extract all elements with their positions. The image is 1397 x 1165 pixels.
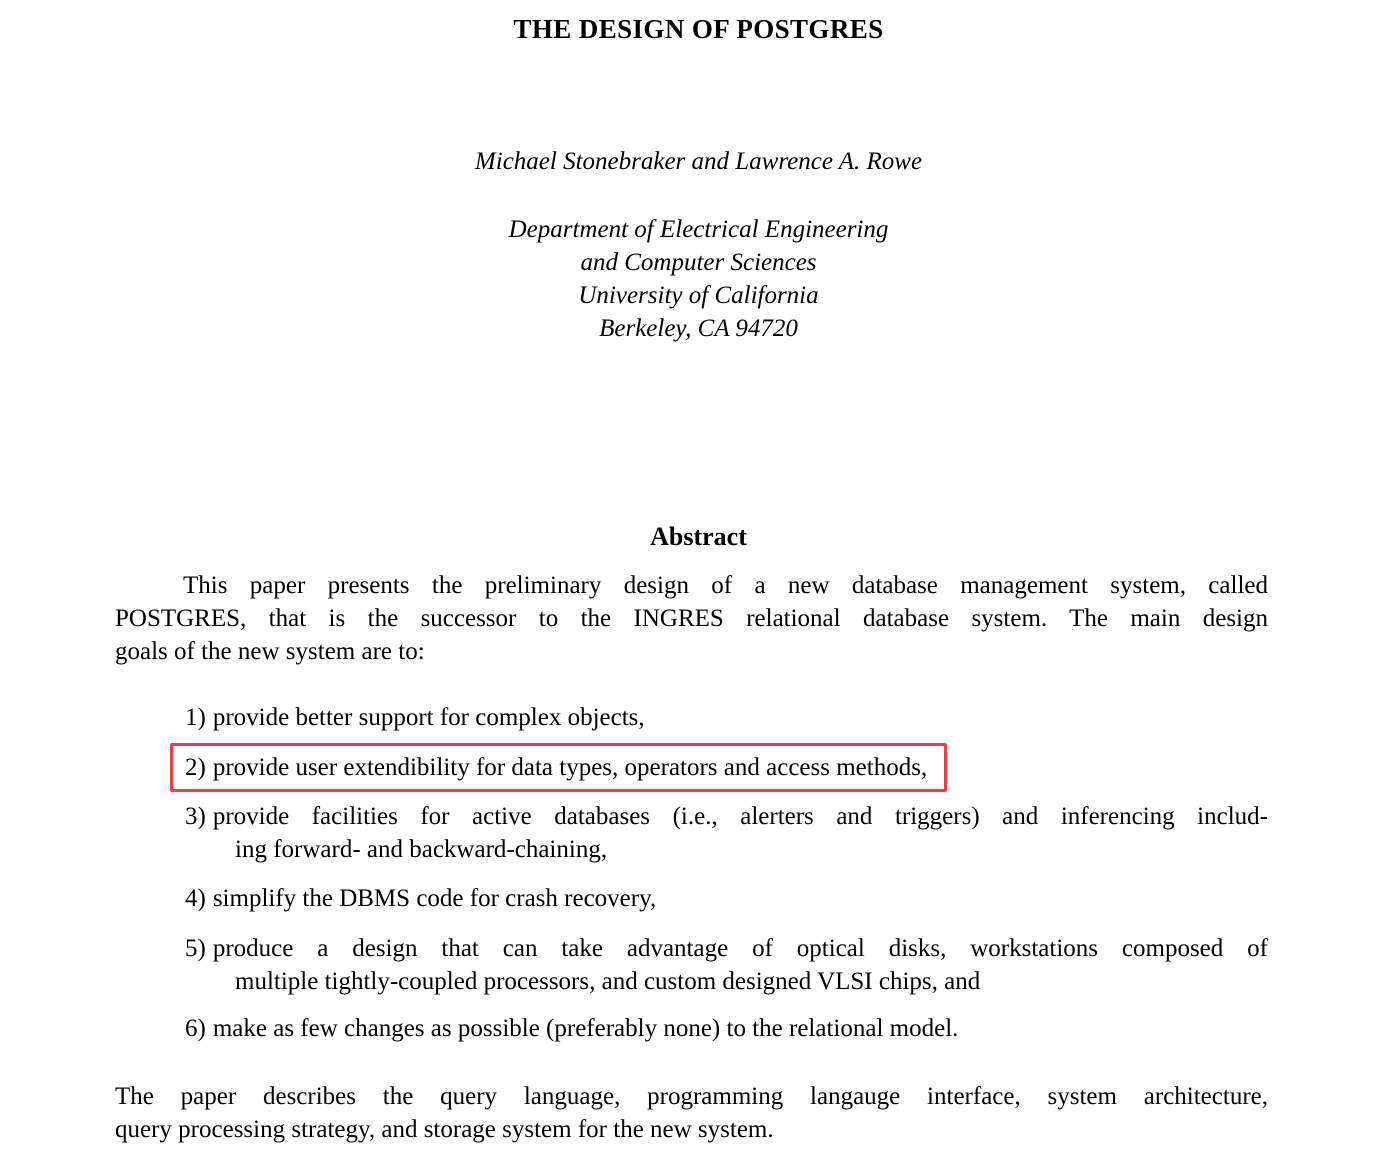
goal-line [115, 882, 1268, 915]
goal-item-2 [115, 751, 1268, 784]
goal-item-4 [115, 882, 1268, 915]
affiliation-line: Department of Electrical Engineering [508, 216, 889, 243]
affiliation-line: Berkeley, CA 94720 [599, 315, 798, 342]
goal-text: make as few changes as possible (preferably none) to the relational model. [212, 1015, 959, 1042]
abstract-line: goals of the new system are to: [115, 638, 425, 665]
goal-item-1 [115, 701, 1268, 734]
abstract-paragraph [115, 569, 1268, 668]
paper-title: THE DESIGN OF POSTGRES [513, 14, 884, 44]
goal-line [115, 1012, 1268, 1045]
affiliation-line: University of California [578, 282, 819, 309]
goal-item-5 [115, 932, 1268, 998]
closing-paragraph [115, 1080, 1268, 1146]
goal-item-6 [115, 1012, 1268, 1045]
goal-number: 3) [185, 803, 206, 830]
abstract-heading: Abstract [650, 522, 747, 551]
goal-line-continuation: ing forward- and backward-chaining, [235, 836, 608, 863]
closing-line: query processing strategy, and storage system for the new system. [115, 1116, 774, 1143]
goal-line [115, 751, 1268, 784]
goal-text: produce a design that can take advantage of optical disks, workstations composed of [212, 935, 1268, 962]
goal-number: 2) [185, 754, 206, 781]
affiliation-line: and Computer Sciences [580, 249, 817, 276]
goal-line [115, 932, 1268, 965]
affiliation-block [0, 213, 1397, 345]
goal-text: provide better support for complex objects, [212, 704, 645, 731]
goal-line [115, 800, 1268, 833]
goal-line-continuation: multiple tightly-coupled processors, and custom designed VLSI chips, and [235, 968, 981, 995]
goal-text: provide facilities for active databases (i.e., alerters and triggers) and inferencing includ- [212, 803, 1268, 830]
abstract-line: POSTGRES, that is the successor to the INGRES relational database system. The main design [115, 605, 1268, 632]
goal-number: 1) [185, 704, 206, 731]
goal-number: 4) [185, 885, 206, 912]
goal-number: 6) [185, 1015, 206, 1042]
closing-line: The paper describes the query language, programming langauge interface, system architecture, [115, 1083, 1268, 1110]
goal-line [115, 701, 1268, 734]
goal-highlight-box [170, 743, 947, 792]
goal-item-3 [115, 800, 1268, 866]
authors-line: Michael Stonebraker and Lawrence A. Rowe [474, 148, 923, 175]
goal-text: simplify the DBMS code for crash recovery, [212, 885, 657, 912]
goals-list [115, 701, 1268, 1045]
goal-number: 5) [185, 935, 206, 962]
abstract-line: This paper presents the preliminary design of a new database management system, called [183, 572, 1268, 599]
goal-text: provide user extendibility for data types, operators and access methods, [212, 754, 928, 781]
